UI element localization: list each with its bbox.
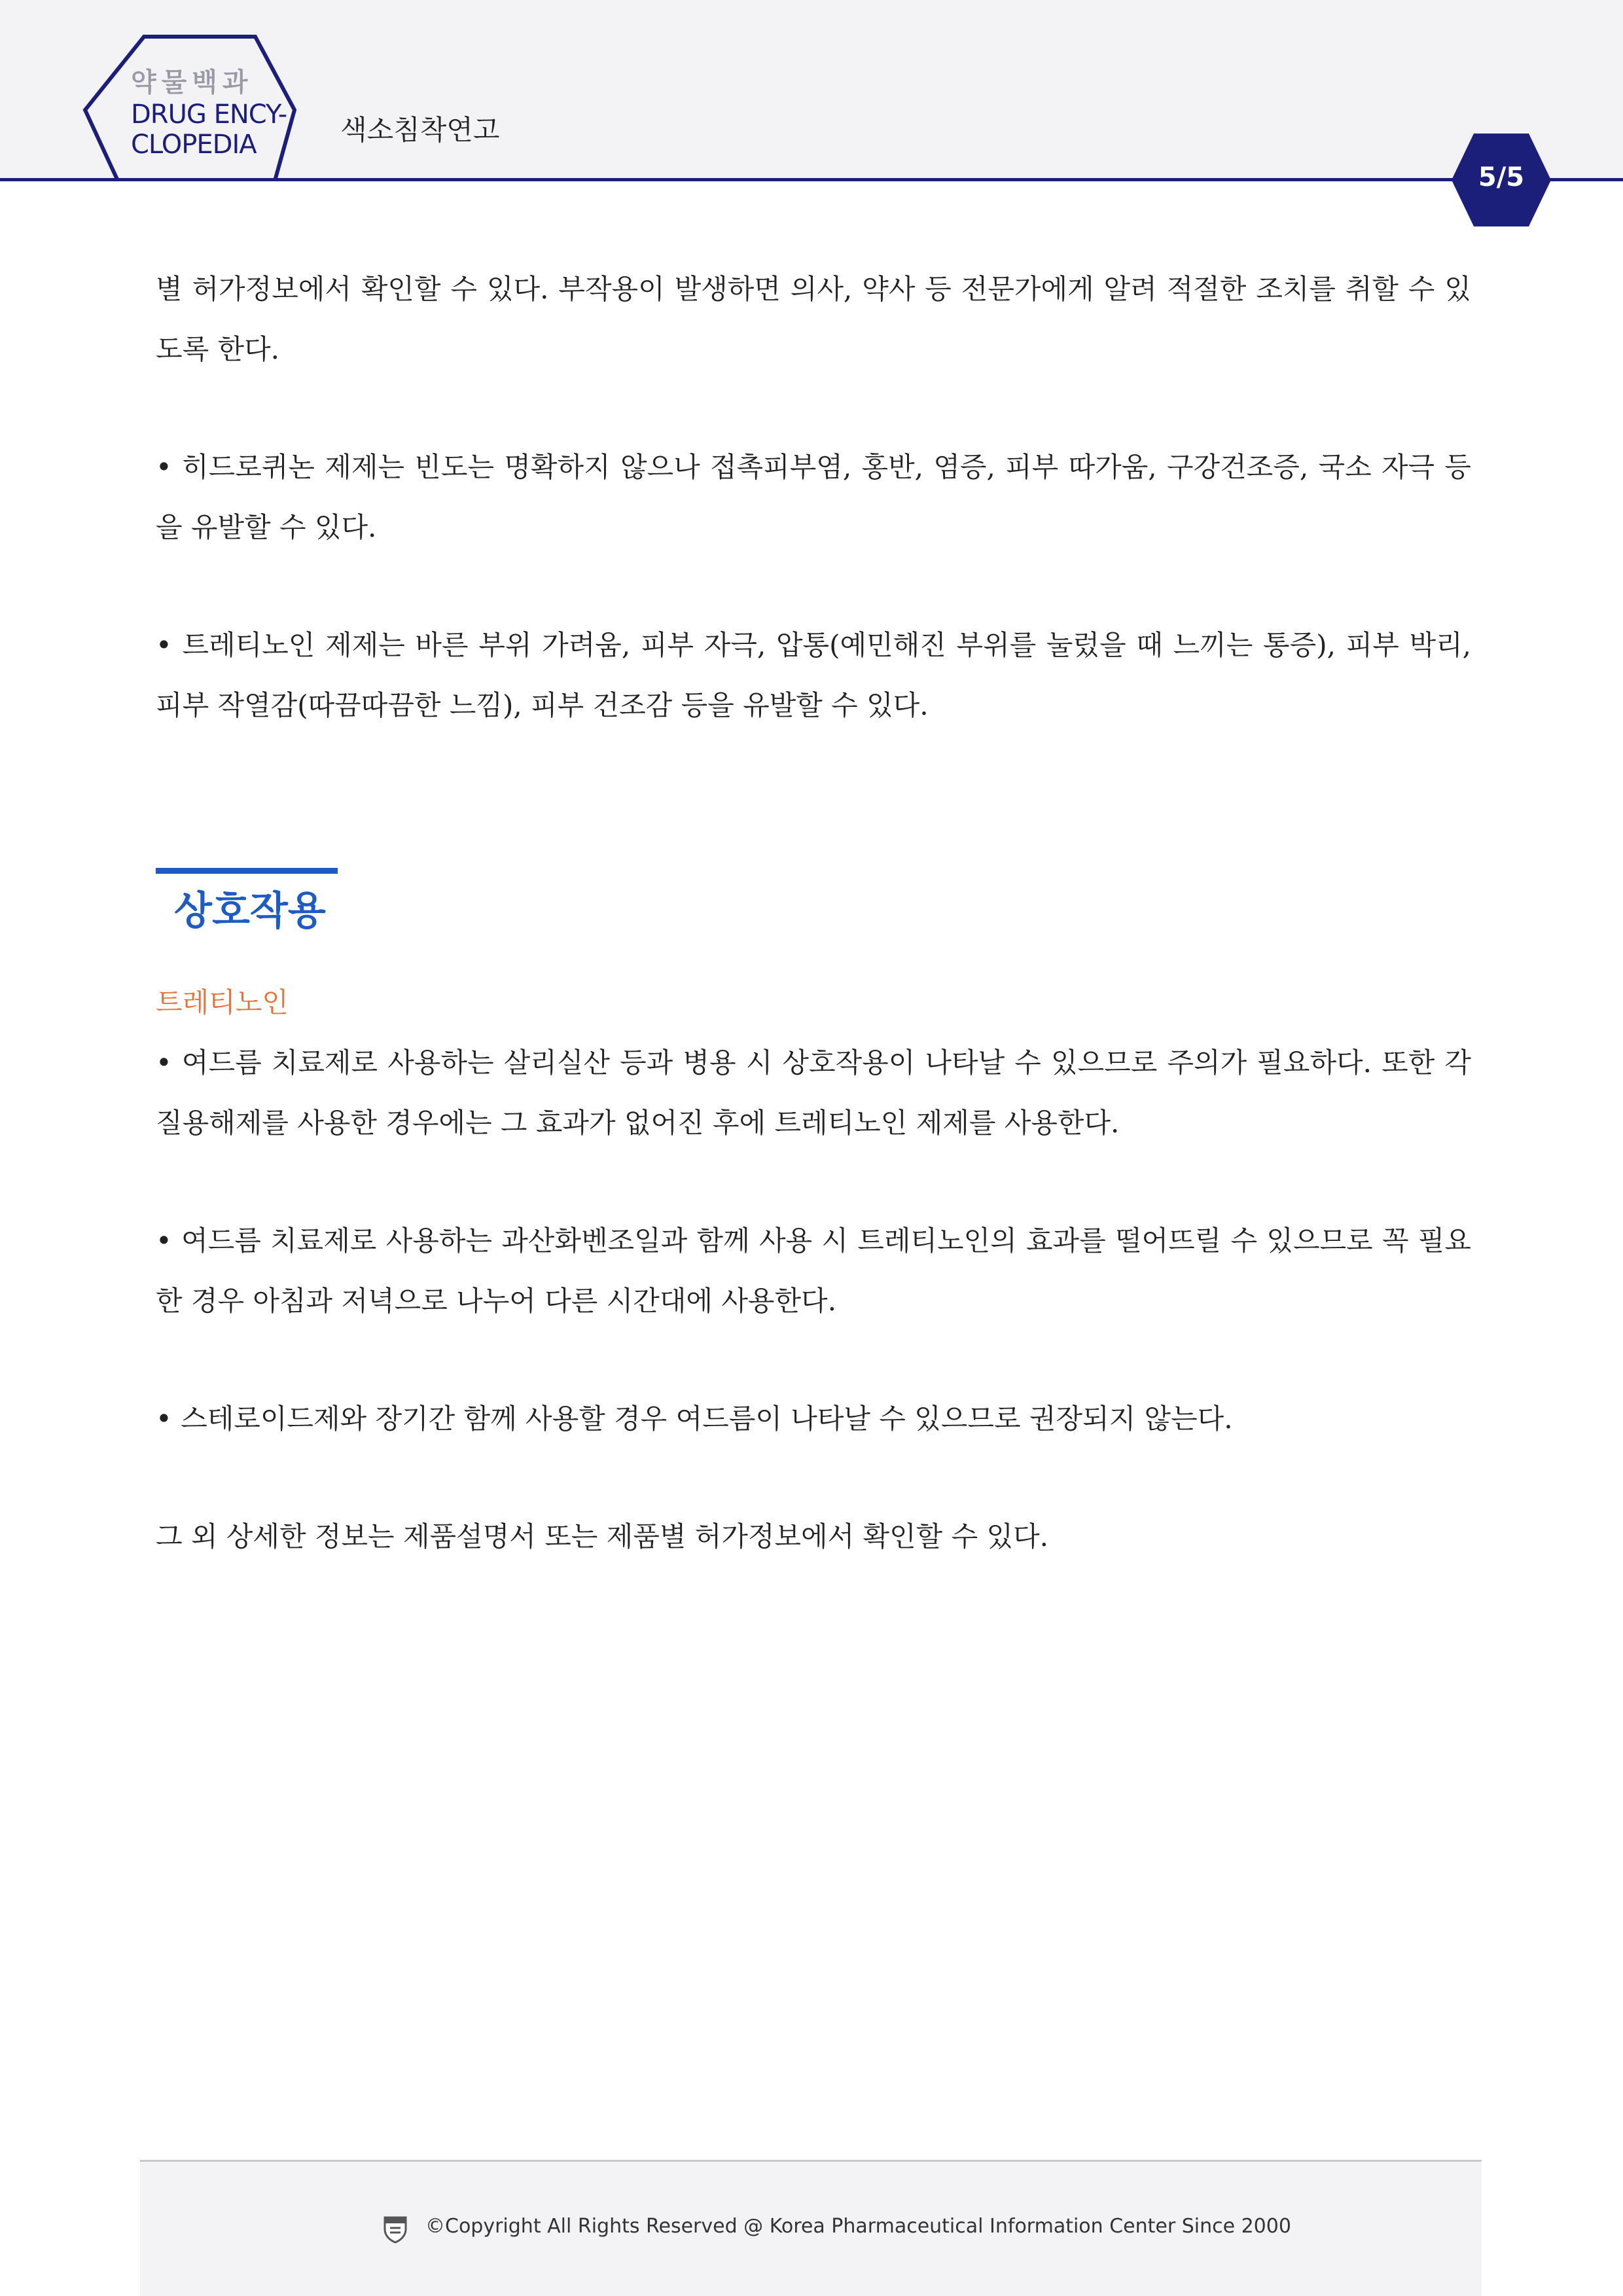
- interaction-item-steroid: • 스테로이드제와 장기간 함께 사용할 경우 여드름이 나타날 수 있으므로 권장되지 않는다.: [156, 1403, 1233, 1435]
- page-number: 5/5: [1478, 162, 1525, 192]
- side-effect-item-hydroquinone: • 히드로퀴논 제제는 빈도는 명확하지 않으나 접촉피부염, 홍반, 염증, 피부 따가움, 구강건조증, 국소 자극 등을 유발할 수 있다.: [156, 451, 1471, 543]
- side-effect-item-tretinoin: • 트레티노인 제제는 바른 부위 가려움, 피부 자극, 압통(예민해진 부위를 눌렀을 때 느끼는 통증), 피부 박리, 피부 작열감(따끔따끔한 느낌), 피부 건조감 등을 유발할 수 있다.: [156, 629, 1471, 721]
- side-effects-section: [156, 259, 1471, 736]
- subheading-tretinoin: 트레티노인: [156, 986, 289, 1018]
- shield-crest-icon: [382, 2215, 408, 2244]
- logo: [131, 65, 288, 160]
- side-effects-intro: 별 허가정보에서 확인할 수 있다. 부작용이 발생하면 의사, 약사 등 전문가에게 알려 적절한 조치를 취할 수 있도록 한다.: [156, 273, 1471, 365]
- interactions-closing: 그 외 상세한 정보는 제품설명서 또는 제품별 허가정보에서 확인할 수 있다.: [156, 1520, 1049, 1552]
- document-title: 색소침착연고: [340, 114, 500, 146]
- interaction-item-benzoyl-peroxide: • 여드름 치료제로 사용하는 과산화벤조일과 함께 사용 시 트레티노인의 효과를 떨어뜨릴 수 있으므로 꼭 필요한 경우 아침과 저녁으로 나누어 다른 시간대에 사용한다.: [156, 1225, 1471, 1317]
- section-title-interactions: 상호작용: [174, 888, 326, 934]
- section-accent-bar: [156, 868, 338, 874]
- interactions-section: [156, 973, 1471, 1567]
- logo-english-line2: CLOPEDIA: [131, 130, 257, 160]
- logo-english-line1: DRUG ENCY-: [131, 99, 287, 130]
- logo-korean: 약물백과: [131, 67, 253, 98]
- footer-copyright: ©Copyright All Rights Reserved @ Korea Pharmaceutical Information Center Since 2000: [425, 2215, 1291, 2238]
- interaction-item-salicylic: • 여드름 치료제로 사용하는 살리실산 등과 병용 시 상호작용이 나타날 수 있으므로 주의가 필요하다. 또한 각질용해제를 사용한 경우에는 그 효과가 없어진 후에 트레티노인 제제를 사용한다.: [156, 1047, 1471, 1139]
